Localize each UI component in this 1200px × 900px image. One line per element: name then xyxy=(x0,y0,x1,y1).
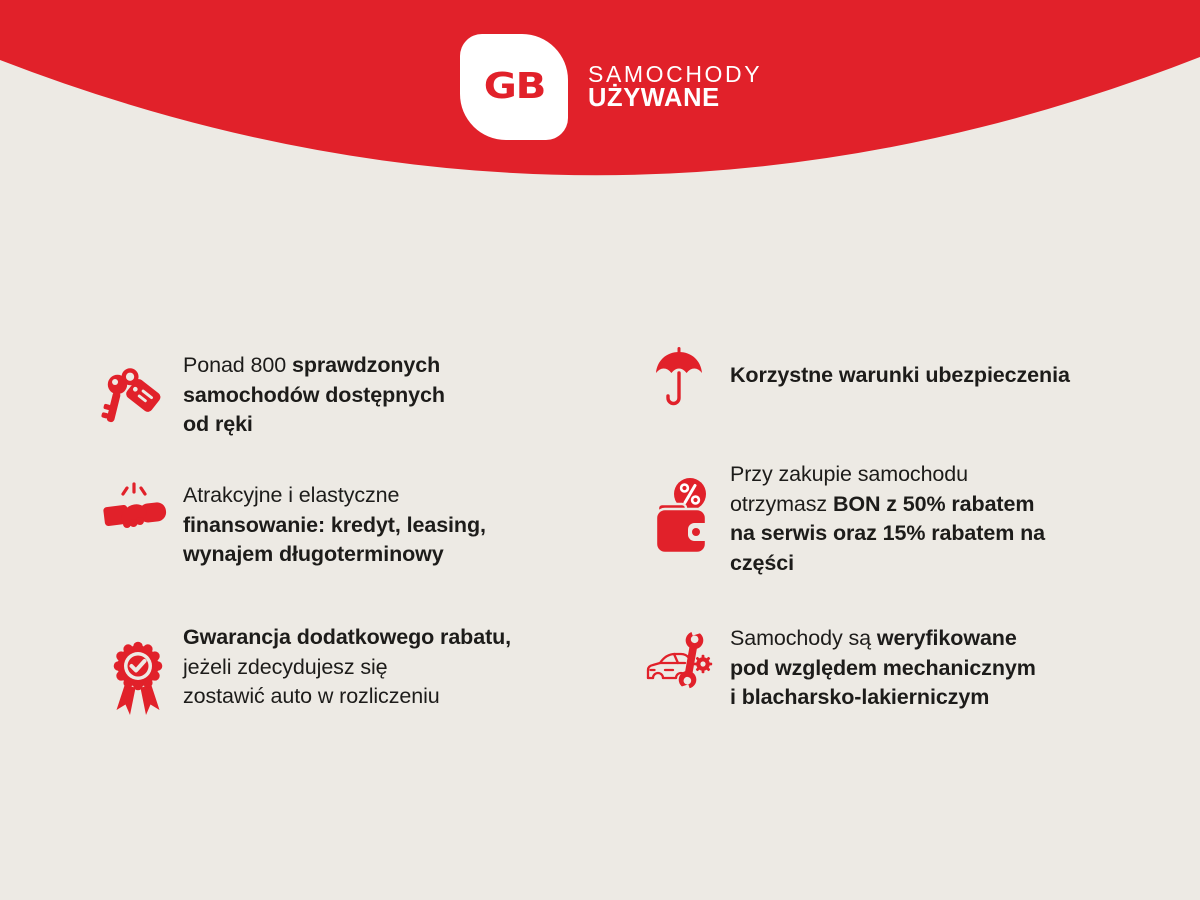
feature-text-segment: od ręki xyxy=(183,412,253,436)
feature-financing-text xyxy=(183,481,486,570)
feature-verification-text xyxy=(730,624,1036,713)
feature-line xyxy=(730,624,1036,654)
umbrella-icon xyxy=(654,346,704,412)
feature-line xyxy=(183,351,445,381)
feature-line xyxy=(183,653,511,683)
feature-text-segment: sprawdzonych xyxy=(292,353,441,377)
feature-line xyxy=(183,410,445,440)
feature-line xyxy=(730,654,1036,684)
feature-text-segment: na serwis oraz 15% rabatem na xyxy=(730,521,1045,545)
feature-line xyxy=(183,481,486,511)
feature-line xyxy=(183,682,511,712)
feature-line xyxy=(183,511,486,541)
feature-line xyxy=(730,490,1045,520)
feature-line xyxy=(730,519,1045,549)
car-inspection-icon xyxy=(645,629,713,691)
brand-wordmark xyxy=(588,62,762,111)
feature-text-segment: Przy zakupie samochodu xyxy=(730,462,969,486)
feature-text-segment: i blacharsko-lakierniczym xyxy=(730,685,990,709)
feature-text-segment: wynajem długoterminowy xyxy=(183,542,444,566)
feature-text-segment: Samochody są xyxy=(730,626,877,650)
guarantee-badge-icon xyxy=(106,639,170,723)
feature-text-segment: części xyxy=(730,550,794,575)
feature-text-segment: Ponad 800 xyxy=(183,353,292,377)
feature-availability-text xyxy=(183,351,445,440)
brand-logo xyxy=(460,34,568,140)
feature-line xyxy=(183,623,511,653)
wallet-discount-icon xyxy=(652,477,714,557)
feature-text-segment: finansowanie: kredyt, leasing, xyxy=(183,512,486,537)
feature-text-segment: otrzymasz xyxy=(730,491,833,516)
feature-line xyxy=(730,361,1070,391)
feature-line xyxy=(730,549,1045,579)
feature-text-segment: weryfikowane xyxy=(876,626,1017,650)
feature-text-segment: BON z 50% rabatem xyxy=(832,491,1035,516)
feature-text-segment: samochodów dostępnych xyxy=(183,382,445,407)
feature-text-segment: jeżeli zdecydujesz się xyxy=(183,654,388,679)
feature-line xyxy=(183,381,445,411)
feature-insurance-text xyxy=(730,361,1070,391)
brand-line1: SAMOCHODY xyxy=(588,61,763,87)
feature-voucher-text xyxy=(730,460,1045,578)
feature-line xyxy=(730,683,1036,713)
brand-line2: UŻYWANE xyxy=(588,84,720,112)
feature-text-segment: Korzystne warunki ubezpieczenia xyxy=(730,363,1070,387)
feature-text-segment: Gwarancja dodatkowego rabatu, xyxy=(183,625,512,649)
handshake-icon xyxy=(103,479,167,536)
feature-text-segment: Atrakcyjne i elastyczne xyxy=(183,483,400,507)
feature-text-segment: pod względem mechanicznym xyxy=(730,655,1036,680)
brand-monogram: GB xyxy=(483,66,545,107)
feature-line xyxy=(730,460,1045,490)
feature-text-segment: zostawić auto w rozliczeniu xyxy=(183,684,440,708)
feature-line xyxy=(183,540,486,570)
car-keys-tag-icon xyxy=(101,366,163,432)
feature-guarantee-text xyxy=(183,623,511,712)
